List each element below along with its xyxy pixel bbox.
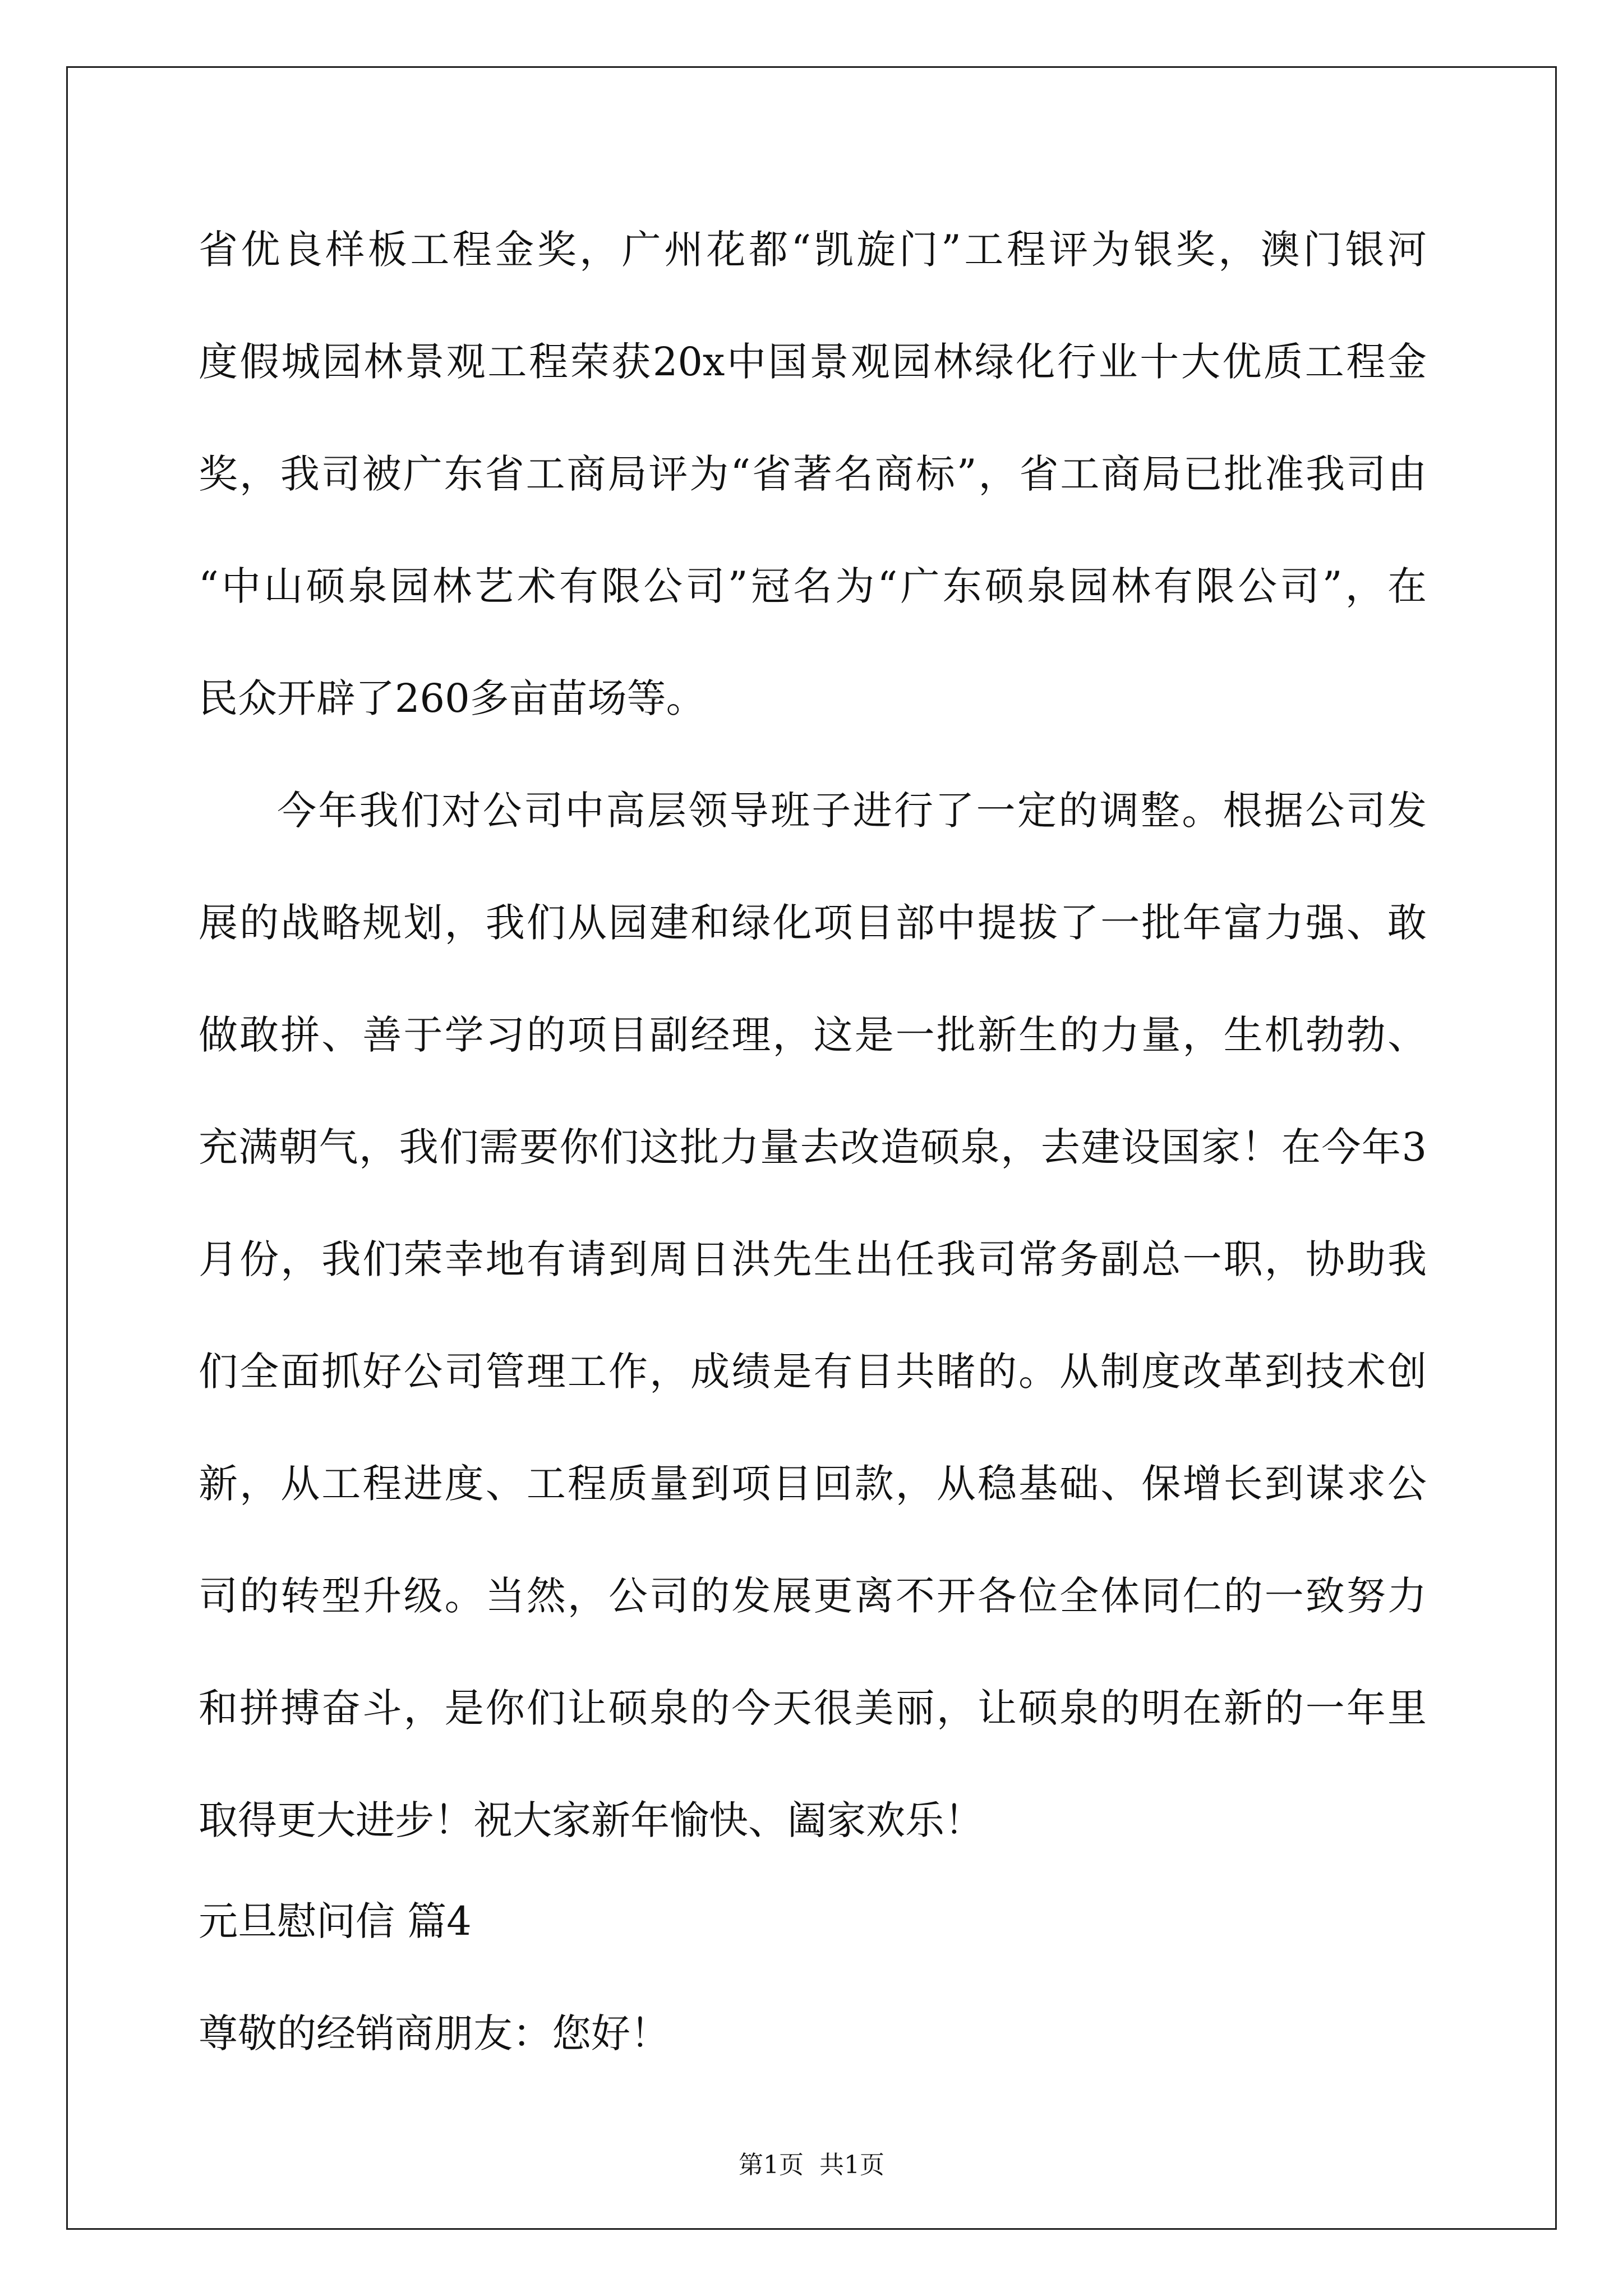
salutation: 尊敬的经销商朋友：您好！ [199, 2010, 670, 2056]
text-line: 新，从工程进度、工程质量到项目回款，从稳基础、保增长到谋求公 [199, 1461, 1427, 1507]
section-heading: 元旦慰问信 篇4 [199, 1898, 472, 1944]
text-line: 和拼搏奋斗，是你们让硕泉的今天很美丽，让硕泉的明在新的一年里 [199, 1685, 1427, 1731]
text-line: 省优良样板工程金奖，广州花都“凯旋门”工程评为银奖，澳门银河 [199, 227, 1427, 273]
text-line: 们全面抓好公司管理工作，成绩是有目共睹的。从制度改革到技术创 [199, 1349, 1427, 1395]
text-line: 月份，我们荣幸地有请到周日洪先生出任我司常务副总一职，协助我 [199, 1236, 1427, 1282]
text-line: 取得更大进步！祝大家新年愉快、阖家欢乐！ [199, 1797, 984, 1843]
page-footer: 第1页 共1页 [739, 2151, 884, 2179]
text-line: 做敢拼、善于学习的项目副经理，这是一批新生的力量，生机勃勃、 [199, 1012, 1427, 1058]
text-line: 司的转型升级。当然，公司的发展更离不开各位全体同仁的一致努力 [199, 1573, 1427, 1619]
paragraph-first-line: 今年我们对公司中高层领导班子进行了一定的调整。根据公司发 [277, 788, 1427, 834]
text-line: 奖，我司被广东省工商局评为“省著名商标”，省工商局已批准我司由 [199, 451, 1427, 497]
text-line: 度假城园林景观工程荣获20x中国景观园林绿化行业十大优质工程金 [199, 339, 1427, 385]
text-line: 充满朝气，我们需要你们这批力量去改造硕泉，去建设国家！在今年3 [199, 1124, 1427, 1170]
text-line: 展的战略规划，我们从园建和绿化项目部中提拔了一批年富力强、敢 [199, 900, 1427, 946]
text-line: “中山硕泉园林艺术有限公司”冠名为“广东硕泉园林有限公司”，在 [199, 563, 1427, 609]
text-line: 民众开辟了260多亩苗场等。 [199, 675, 706, 721]
